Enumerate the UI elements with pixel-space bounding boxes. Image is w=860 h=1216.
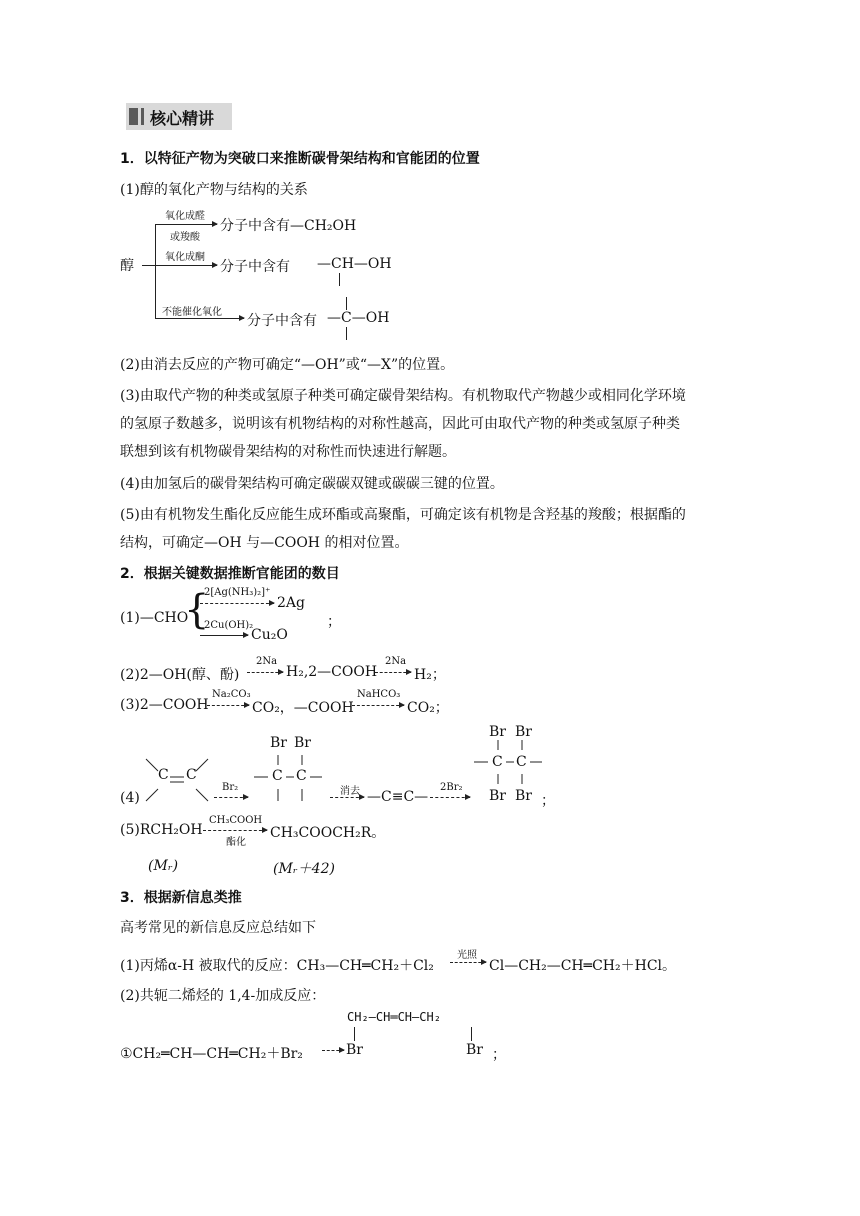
heading-1: 1．以特征产物为突破口来推断碳骨架结构和官能团的位置 xyxy=(120,151,480,167)
eq4-arrow1 xyxy=(214,797,248,798)
branch1-arrow xyxy=(155,224,217,225)
tetra-br3: Br xyxy=(489,788,506,804)
eq3-b: CO₂，—COOH xyxy=(252,700,354,716)
branch1-cond-bot: 或羧酸 xyxy=(170,232,200,243)
eq3-cond2: NaHCO₃ xyxy=(357,689,401,700)
branch2-arrow xyxy=(155,265,217,266)
r1-cond: 光照 xyxy=(457,950,477,961)
eq1-prod2: Cu₂O xyxy=(251,627,288,643)
r1-arrow xyxy=(450,962,486,963)
section-title: 核心精讲 xyxy=(150,109,215,128)
eq1-arrow2 xyxy=(200,635,248,636)
eq4-arrow3 xyxy=(430,797,470,798)
r1-a: (1)丙烯α-H 被取代的反应：CH₃—CH═CH₂＋Cl₂ xyxy=(120,958,434,974)
alkene-c2: C xyxy=(186,767,197,783)
branch2-formula: —CH—OH xyxy=(317,256,392,272)
alkyne: —C≡C— xyxy=(367,789,429,805)
eq5-mass1: (Mᵣ) xyxy=(148,858,179,874)
eq2-a: (2)2—OH(醇、酚) xyxy=(120,667,240,683)
branch3-formula: —C—OH xyxy=(327,310,390,326)
diagram-root: 醇 xyxy=(120,258,134,274)
eq5-b: CH₃COOCH₂R。 xyxy=(270,825,386,841)
tetra-br1: Br xyxy=(489,724,506,740)
eq4-lead: (4) xyxy=(120,790,140,806)
r3-arrow xyxy=(322,1050,344,1051)
r3-end: ； xyxy=(492,1047,506,1063)
tetra-c2: C xyxy=(516,754,527,770)
eq5-mass2: (Mᵣ＋42) xyxy=(273,861,335,877)
para-1-3-line3: 联想到该有机物碳骨架结构的对称性而快速进行解题。 xyxy=(120,444,456,460)
dibromide-structure xyxy=(250,733,326,808)
branch3-cond: 不能催化氧化 xyxy=(162,307,222,318)
eq2-cond1: 2Na xyxy=(256,656,278,667)
section-header xyxy=(126,103,232,130)
branch3-arrow xyxy=(236,318,244,319)
para-1-5-line2: 结构，可确定—OH 与—COOH 的相对位置。 xyxy=(120,535,409,551)
branch1-cond-top: 氧化成醛 xyxy=(165,211,205,222)
r1-b: Cl—CH₂—CH═CH₂＋HCl。 xyxy=(489,958,677,974)
alkene-c1: C xyxy=(158,767,169,783)
branch1-result: 分子中含有—CH₂OH xyxy=(220,218,357,234)
eq4-cond1: Br₂ xyxy=(222,782,239,793)
eq4-arrow2 xyxy=(330,797,364,798)
eq2-cond2: 2Na xyxy=(385,656,407,667)
eq1-cond1: 2[Ag(NH₃)₂]⁺ xyxy=(204,587,271,598)
para-3-intro: 高考常见的新信息反应总结如下 xyxy=(120,920,316,936)
eq5-arrow xyxy=(203,830,267,831)
eq5-cond-top: CH₃COOH xyxy=(209,815,263,826)
dibromide-c1: C xyxy=(272,768,283,784)
eq1-arrow1 xyxy=(200,603,274,604)
eq4-end: ； xyxy=(541,793,555,809)
heading-2: 2．根据关键数据推断官能团的数目 xyxy=(120,566,340,582)
r3-br1: Br xyxy=(346,1042,363,1058)
dibromide-br1: Br xyxy=(270,735,287,751)
eq2-arrow2 xyxy=(375,672,411,673)
para-1-2: (2)由消去反应的产物可确定“—OH”或“—X”的位置。 xyxy=(120,357,455,373)
eq2-b: H₂,2—COOH xyxy=(286,664,378,680)
eq5-cond-bot: 酯化 xyxy=(226,837,246,848)
tetra-br2: Br xyxy=(515,724,532,740)
r3-top: CH₂—CH═CH—CH₂ xyxy=(347,1010,441,1024)
tetra-br4: Br xyxy=(515,788,532,804)
para-1-5-line1: (5)由有机物发生酯化反应能生成环酯或高聚酯，可确定该有机物是含羟基的羧酸；根据酯的 xyxy=(120,507,686,523)
para-1-3-line2: 的氢原子数越多，说明该有机物结构的对称性越高，因此可由取代产物的种类或氢原子种类 xyxy=(120,416,680,432)
eq3-a: (3)2—COOH xyxy=(120,697,209,713)
para-1-3-line1: (3)由取代产物的种类或氢原子种类可确定碳骨架结构。有机物取代产物越少或相同化学环境 xyxy=(120,388,686,404)
r3-a: ①CH₂═CH—CH═CH₂＋Br₂ xyxy=(120,1046,303,1062)
dibromide-c2: C xyxy=(296,768,307,784)
eq3-arrow1 xyxy=(207,705,249,706)
dibromide-br2: Br xyxy=(294,735,311,751)
eq3-cond1: Na₂CO₃ xyxy=(212,689,251,700)
para-1-4: (4)由加氢后的碳骨架结构可确定碳碳双键或碳碳三键的位置。 xyxy=(120,476,504,492)
eq3-end: CO₂； xyxy=(407,700,449,716)
heading-3: 3．根据新信息类推 xyxy=(120,890,242,906)
eq3-arrow2 xyxy=(352,705,404,706)
eq1-prod1: 2Ag xyxy=(277,595,305,611)
r3-br2: Br xyxy=(466,1042,483,1058)
eq4-cond3: 2Br₂ xyxy=(440,782,463,793)
branch3-result: 分子中含有 xyxy=(247,313,317,329)
eq1-end: ； xyxy=(327,614,341,630)
eq2-end: H₂； xyxy=(414,667,446,683)
para-1-1: (1)醇的氧化产物与结构的关系 xyxy=(120,182,308,198)
eq5-a: (5)RCH₂OH xyxy=(120,822,203,838)
para-3-2: (2)共轭二烯烃的 1,4-加成反应： xyxy=(120,988,326,1004)
tetrabromide-structure xyxy=(470,722,546,802)
alkene-structure xyxy=(140,755,215,805)
eq1-cond2: 2Cu(OH)₂ xyxy=(204,620,254,631)
branch2-result: 分子中含有 xyxy=(220,259,290,275)
eq2-arrow1 xyxy=(247,672,283,673)
tetra-c1: C xyxy=(492,754,503,770)
section-marker-icon xyxy=(129,108,144,125)
eq4-cond2: 消去 xyxy=(340,786,360,797)
eq1-lead: (1)—CHO xyxy=(120,610,189,626)
branch2-cond: 氧化成酮 xyxy=(165,252,205,263)
